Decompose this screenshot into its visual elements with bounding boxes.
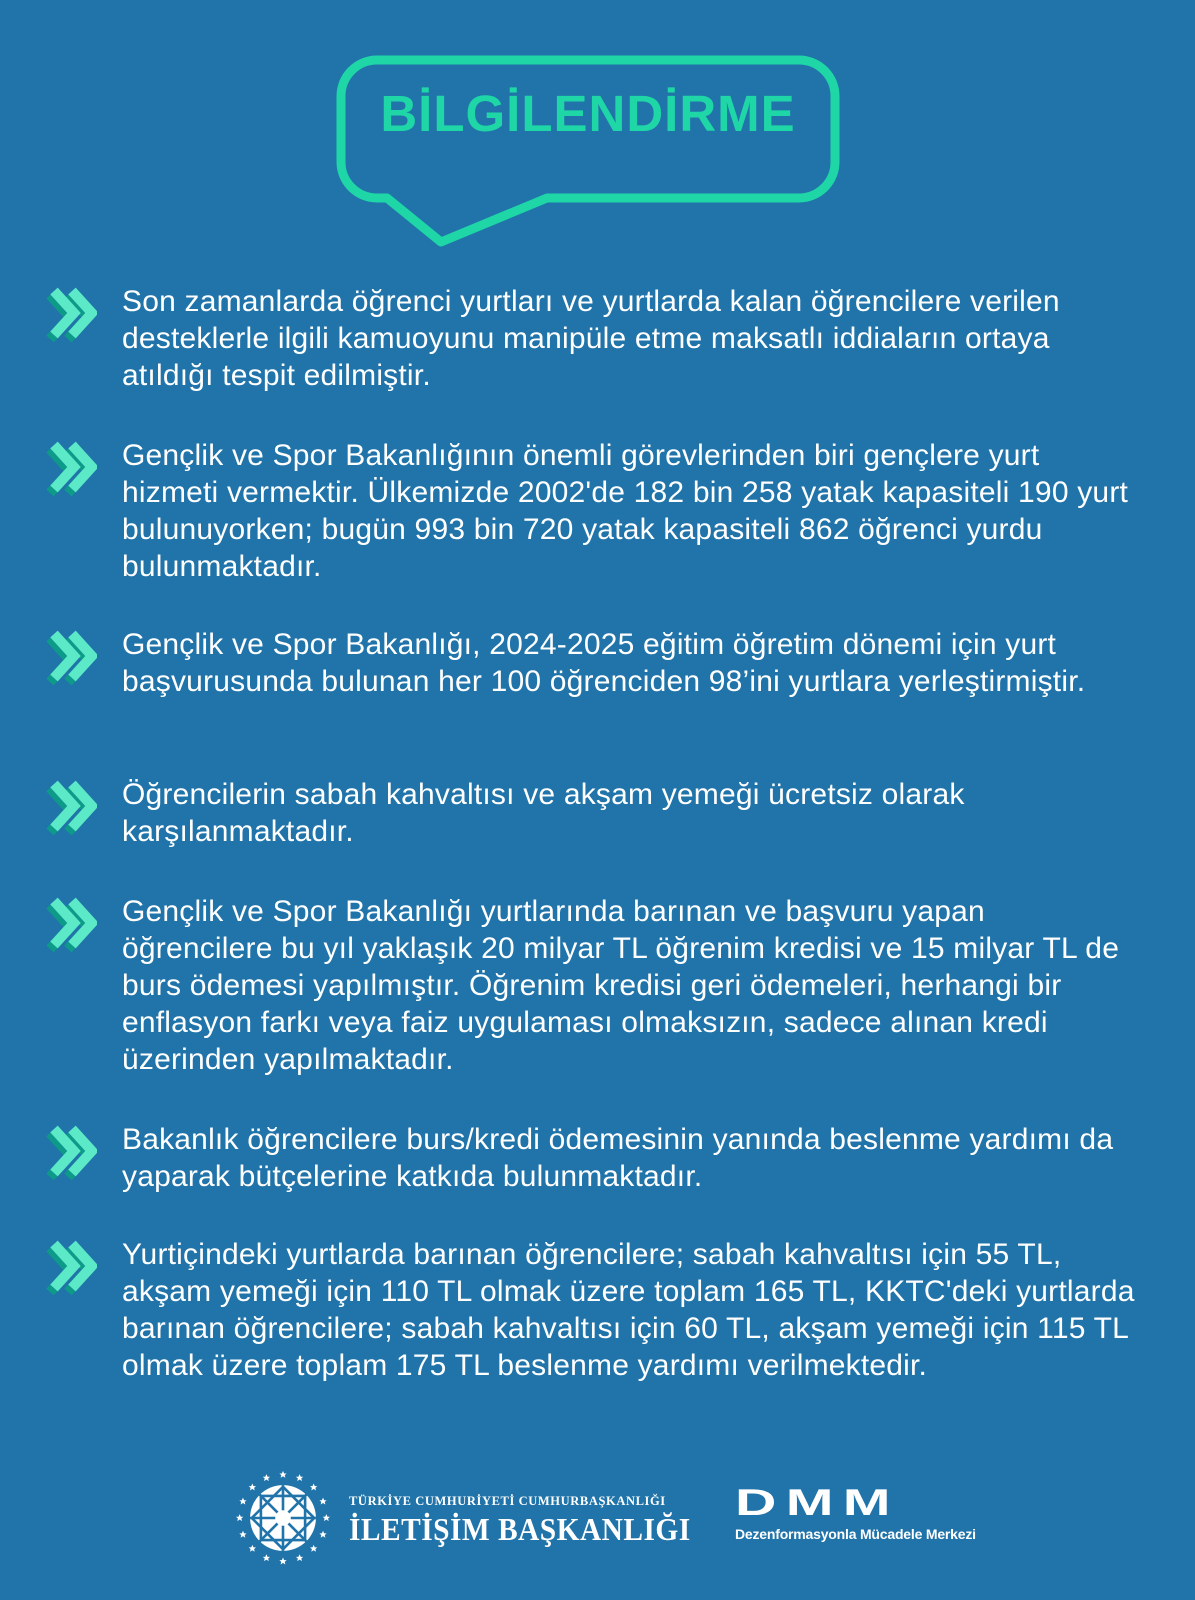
iletisim-baskanligi-logo: [231, 1466, 720, 1570]
double-chevron-icon: [45, 627, 97, 685]
speech-bubble-outline-icon: [333, 52, 843, 252]
bullet-text: Öğrencilerin sabah kahvaltısı ve akşam yemeği ücretsiz olarak karşılanmaktadır.: [122, 778, 965, 848]
gov-main-title: İLETİŞİM BAŞKANLIĞI: [349, 1511, 691, 1547]
double-chevron-icon: [45, 438, 97, 496]
bullet-item: [45, 893, 1140, 1078]
bullet-text: Gençlik ve Spor Bakanlığı, 2024-2025 eğitim öğretim dönemi için yurt başvurusunda bulunan her 100 öğrenciden 98’ini yurtlara yerleştirmiştir.: [122, 628, 1086, 698]
title-speech-bubble: [333, 52, 843, 252]
double-chevron-icon: [45, 1122, 97, 1180]
bullet-item: [45, 1236, 1140, 1384]
dmm-abbr: DMM: [735, 1482, 900, 1523]
double-chevron-icon: [45, 284, 97, 342]
bullet-item: [45, 776, 1140, 850]
bullet-item: [45, 283, 1140, 394]
bullet-item: [45, 437, 1140, 585]
gov-small-title: TÜRKİYE CUMHURİYETİ CUMHURBAŞKANLIĞI: [349, 1494, 666, 1508]
bullet-text: Son zamanlarda öğrenci yurtları ve yurtlarda kalan öğrencilere verilen desteklerle ilgili kamuoyunu manipüle etme maksatlı iddiaların ortaya atıldığı tespit edilmiştir.: [122, 285, 1060, 392]
bullet-text: Gençlik ve Spor Bakanlığının önemli görevlerinden biri gençlere yurt hizmeti vermektir. Ülkemizde 2002'de 182 bin 258 yatak kapasiteli 190 yurt bulunuyorken; bugün 993 bin 720 yatak kapasiteli 862 öğrenci yurdu bulunmaktadır.: [122, 439, 1129, 583]
bullet-text: Gençlik ve Spor Bakanlığı yurtlarında barınan ve başvuru yapan öğrencilere bu yıl yaklaşık 20 milyar TL öğrenim kredisi ve 15 milyar TL de burs ödemesi yapılmıştır. Öğrenim kredisi geri ödemeleri, herhangi bir enflasyon farkı veya faiz uygulaması olmaksızın, sadece alınan kredi üzerinden yapılmaktadır.: [122, 895, 1120, 1076]
dmm-subtitle: Dezenformasyonla Mücadele Merkezi: [735, 1526, 976, 1542]
presidential-seal-icon: [231, 1466, 335, 1570]
dmm-logo: [735, 1484, 975, 1542]
iletisim-logo-text: [349, 1494, 720, 1548]
bullet-text: Yurtiçindeki yurtlarda barınan öğrencilere; sabah kahvaltısı için 55 TL, akşam yemeği için 110 TL olmak üzere toplam 165 TL, KKTC'deki yurtlarda barınan öğrencilere; sabah kahvaltısı için 60 TL, akşam yemeği için 115 TL olmak üzere toplam 175 TL beslenme yardımı verilmektedir.: [122, 1238, 1135, 1382]
page-title: BİLGİLENDİRME: [380, 85, 796, 142]
double-chevron-icon: [45, 1237, 97, 1295]
bullet-item: [45, 626, 1140, 700]
double-chevron-icon: [45, 894, 97, 952]
bullet-text: Bakanlık öğrencilere burs/kredi ödemesinin yanında beslenme yardımı da yaparak bütçelerine katkıda bulunmaktadır.: [122, 1123, 1114, 1193]
double-chevron-icon: [45, 777, 97, 835]
bullet-item: [45, 1121, 1140, 1195]
